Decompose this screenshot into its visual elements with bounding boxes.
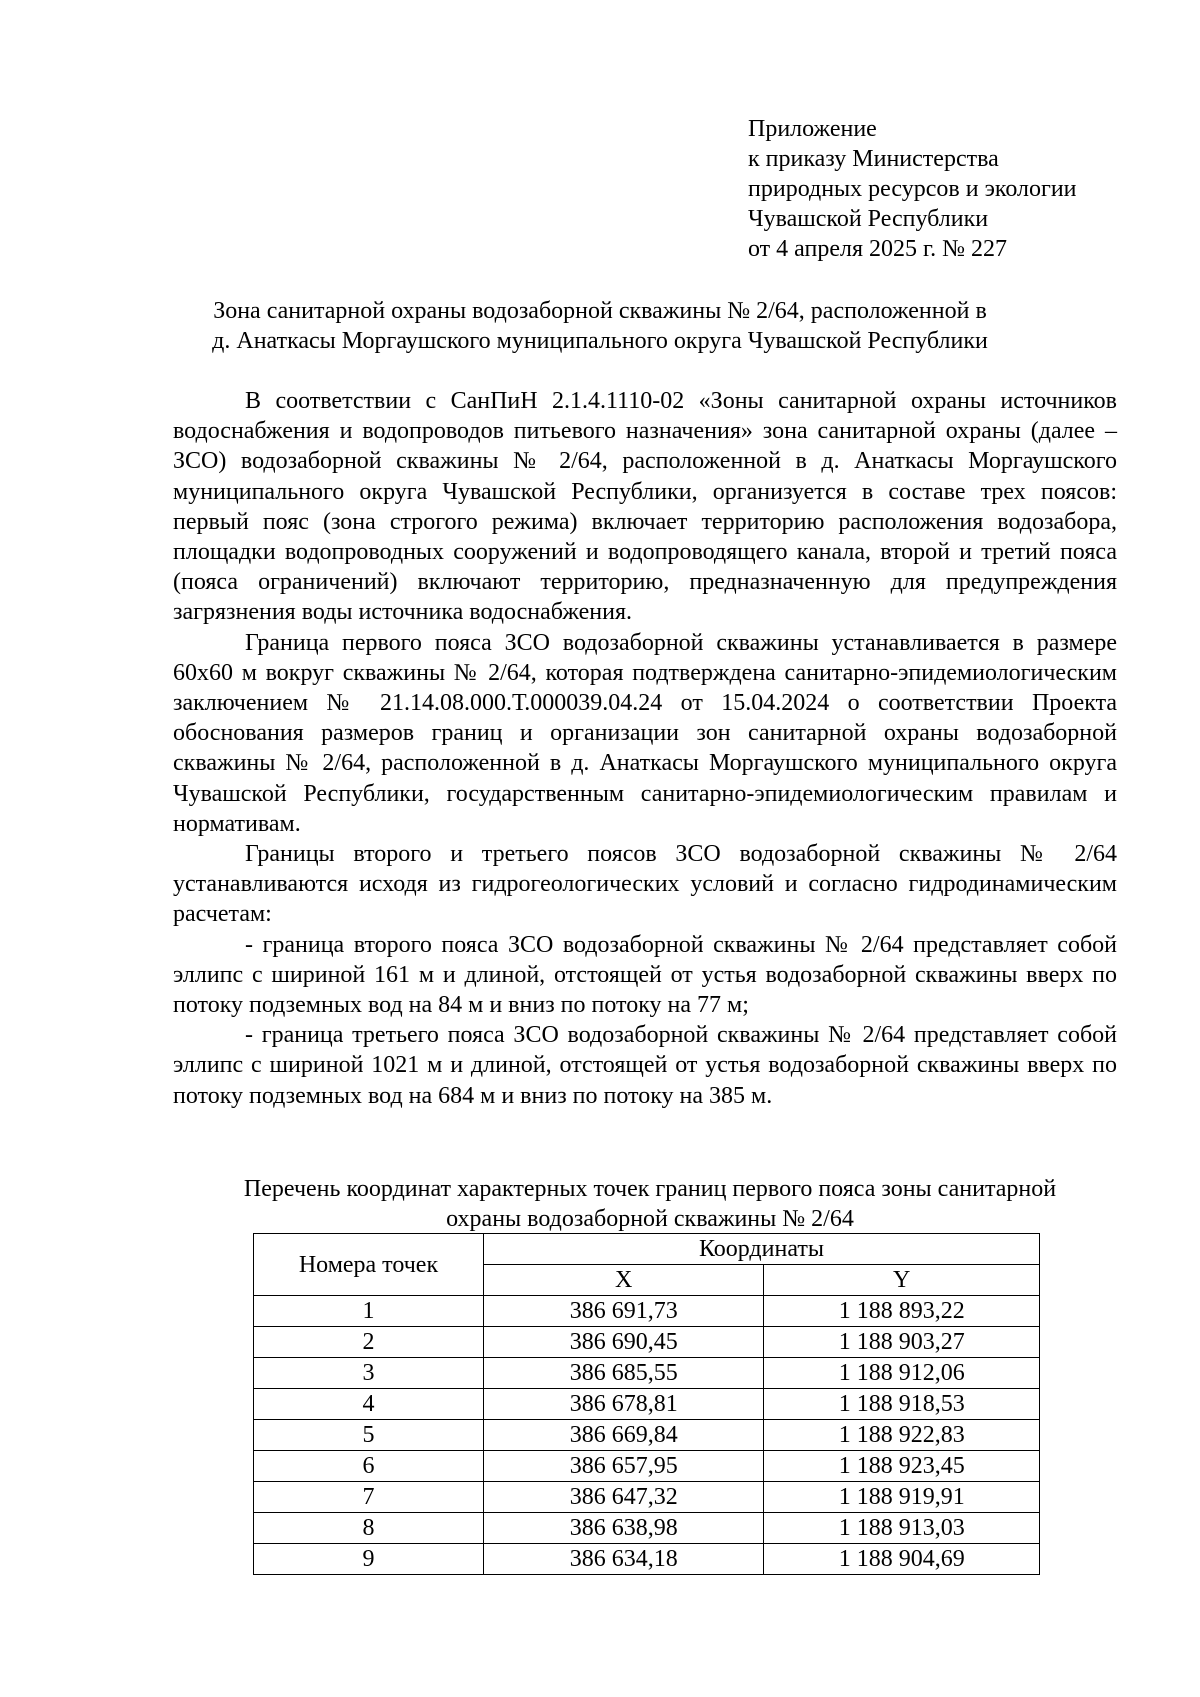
- title-line: д. Анаткасы Моргаушского муниципального округа Чувашской Республики: [212, 328, 988, 354]
- cell-point-number: 5: [254, 1420, 484, 1451]
- body-text: [173, 386, 1117, 1111]
- table-title: [180, 1174, 1120, 1234]
- table-row: [254, 1358, 1040, 1389]
- cell-x: 386 669,84: [483, 1420, 764, 1451]
- cell-y: 1 188 904,69: [764, 1544, 1040, 1575]
- coordinates-table: [253, 1233, 1040, 1575]
- cell-y: 1 188 893,22: [764, 1296, 1040, 1327]
- cell-y: 1 188 918,53: [764, 1389, 1040, 1420]
- header-y: Y: [764, 1265, 1040, 1296]
- appendix-line: Чувашской Республики: [748, 206, 989, 232]
- appendix-line: к приказу Министерства: [748, 146, 999, 172]
- table-title-line: Перечень координат характерных точек границ первого пояса зоны санитарной: [243, 1176, 1057, 1202]
- paragraph: Границы второго и третьего поясов ЗСО водозаборной скважины № 2/64 устанавливаются исходя из гидрогеологических условий и согласно гидродинамическим расчетам:: [173, 841, 1117, 928]
- title-line: Зона санитарной охраны водозаборной скважины № 2/64, расположенной в: [213, 298, 987, 324]
- table-row: [254, 1327, 1040, 1358]
- cell-x: 386 685,55: [483, 1358, 764, 1389]
- cell-point-number: 2: [254, 1327, 484, 1358]
- cell-point-number: 3: [254, 1358, 484, 1389]
- header-x: X: [483, 1265, 764, 1296]
- cell-x: 386 678,81: [483, 1389, 764, 1420]
- table-row: [254, 1420, 1040, 1451]
- paragraph: Граница первого пояса ЗСО водозаборной скважины устанавливается в размере 60х60 м вокруг скважины № 2/64, которая подтверждена санитарно-эпидемиологическим заключением № 21.14.08.000.Т.000039.04.24 от 15.04.2024 о соответствии Проекта обоснования размеров границ и организации зон санитарной охраны водозаборной скважины № 2/64, расположенной в д. Анаткасы Моргаушского муниципального округа Чувашской Республики, государственным санитарно-эпидемиологическим правилам и нормативам.: [173, 629, 1117, 837]
- cell-x: 386 690,45: [483, 1327, 764, 1358]
- cell-point-number: 9: [254, 1544, 484, 1575]
- table-row: [254, 1451, 1040, 1482]
- appendix-header: [748, 114, 1077, 264]
- header-coordinates: Координаты: [483, 1234, 1039, 1265]
- appendix-line: природных ресурсов и экологии: [748, 176, 1077, 202]
- cell-x: 386 657,95: [483, 1451, 764, 1482]
- table-title-line: охраны водозаборной скважины № 2/64: [446, 1206, 854, 1232]
- paragraph: - граница третьего пояса ЗСО водозаборной скважины № 2/64 представляет собой эллипс с шириной 1021 м и длиной, отстоящей от устья водозаборной скважины вверх по потоку подземных вод на 684 м и вниз по потоку на 385 м.: [173, 1022, 1117, 1109]
- cell-y: 1 188 913,03: [764, 1513, 1040, 1544]
- cell-x: 386 638,98: [483, 1513, 764, 1544]
- header-points: Номера точек: [254, 1234, 484, 1296]
- cell-y: 1 188 922,83: [764, 1420, 1040, 1451]
- table-row: [254, 1389, 1040, 1420]
- appendix-line: от 4 апреля 2025 г. № 227: [748, 236, 1008, 262]
- cell-x: 386 647,32: [483, 1482, 764, 1513]
- cell-point-number: 7: [254, 1482, 484, 1513]
- cell-point-number: 8: [254, 1513, 484, 1544]
- table-row: [254, 1482, 1040, 1513]
- cell-x: 386 691,73: [483, 1296, 764, 1327]
- cell-x: 386 634,18: [483, 1544, 764, 1575]
- cell-point-number: 6: [254, 1451, 484, 1482]
- paragraph: В соответствии с СанПиН 2.1.4.1110-02 «Зоны санитарной охраны источников водоснабжения и водопроводов питьевого назначения» зона санитарной охраны (далее – ЗСО) водозаборной скважины № 2/64, расположенной в д. Анаткасы Моргаушского муниципального округа Чувашской Республики, организуется в составе трех поясов: первый пояс (зона строгого режима) включает территорию расположения водозабора, площадки водопроводных сооружений и водопроводящего канала, второй и третий пояса (пояса ограничений) включают территорию, предназначенную для предупреждения загрязнения воды источника водоснабжения.: [173, 388, 1117, 626]
- cell-y: 1 188 903,27: [764, 1327, 1040, 1358]
- appendix-line: Приложение: [748, 116, 877, 142]
- cell-y: 1 188 912,06: [764, 1358, 1040, 1389]
- document-title: [150, 296, 1050, 356]
- cell-y: 1 188 923,45: [764, 1451, 1040, 1482]
- paragraph: - граница второго пояса ЗСО водозаборной скважины № 2/64 представляет собой эллипс с шириной 161 м и длиной, отстоящей от устья водозаборной скважины вверх по потоку подземных вод на 84 м и вниз по потоку на 77 м;: [173, 931, 1117, 1019]
- table-row: [254, 1296, 1040, 1327]
- cell-y: 1 188 919,91: [764, 1482, 1040, 1513]
- table-row: [254, 1513, 1040, 1544]
- table-header-row: [254, 1234, 1040, 1265]
- table-row: [254, 1544, 1040, 1575]
- cell-point-number: 4: [254, 1389, 484, 1420]
- cell-point-number: 1: [254, 1296, 484, 1327]
